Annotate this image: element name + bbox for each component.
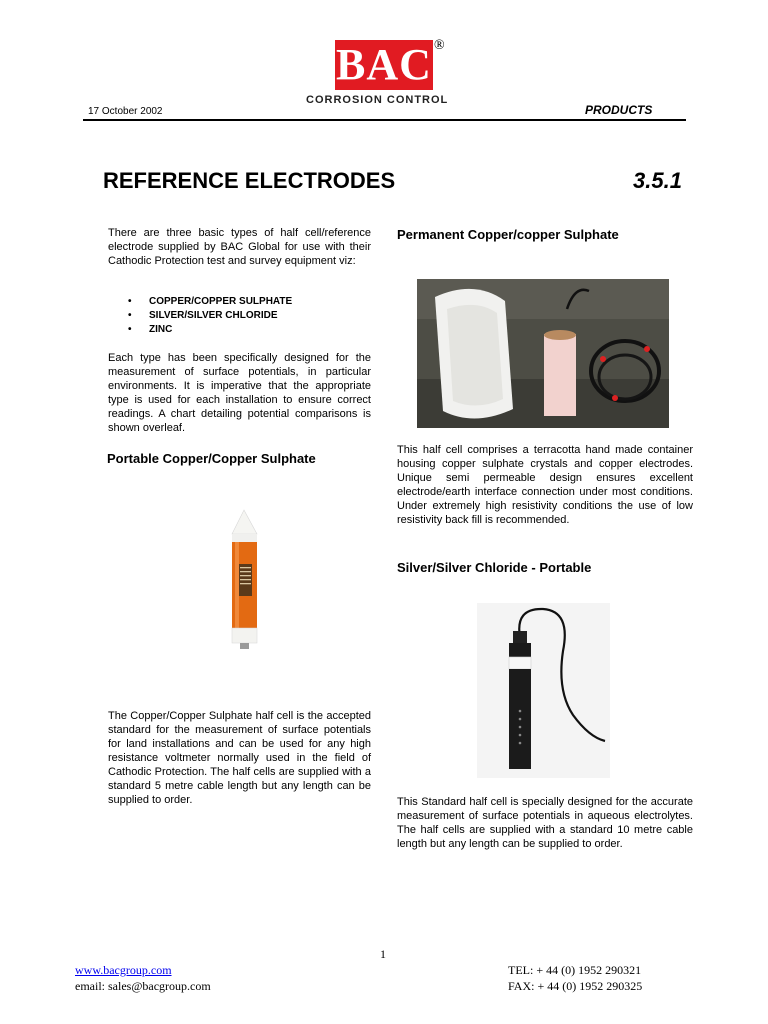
email-address: email: sales@bacgroup.com <box>75 979 211 993</box>
header-divider <box>83 119 686 121</box>
permanent-copper-heading: Permanent Copper/copper Sulphate <box>397 227 619 242</box>
portable-copper-heading: Portable Copper/Copper Sulphate <box>107 451 316 466</box>
list-item: • ZINC <box>128 323 292 337</box>
electrode-type-list <box>128 295 292 337</box>
permanent-copper-paragraph: This half cell comprises a terracotta hand made container housing copper sulphate crystals and copper electrodes. Unique semi permeable design ensures excellent electrode/earth interface connection under most conditions. Under extremely high resistivity conditions the use of low resistivity back fill is recommended. <box>397 444 693 526</box>
silver-chloride-heading: Silver/Silver Chloride - Portable <box>397 560 592 575</box>
registered-mark: ® <box>434 38 445 53</box>
silver-chloride-electrode-photo <box>477 603 610 778</box>
list-item: • SILVER/SILVER CHLORIDE <box>128 309 292 323</box>
permanent-copper-electrode-photo <box>417 279 669 428</box>
portable-copper-paragraph: The Copper/Copper Sulphate half cell is the accepted standard for the measurement of surface potentials for land installations and can be used for any high resistance voltmeter normally used in the field of Cathodic Protection. The half cells are supplied with a standard 5 metre cable length but any length can be supplied to order. <box>108 710 371 806</box>
telephone-number: TEL: + 44 (0) 1952 290321 <box>508 963 642 977</box>
bac-logo: BAC <box>336 40 432 89</box>
logo-subtitle: CORROSION CONTROL <box>306 94 449 106</box>
portable-copper-electrode-photo <box>223 506 266 652</box>
list-item: • COPPER/COPPER SULPHATE <box>128 295 292 309</box>
description-paragraph: Each type has been specifically designed for the measurement of surface potentials, in particular environments. It is imperative that the appropriate type is used for each installation to ensure correct readings. A chart detailing potential comparisons is shown overleaf. <box>108 352 371 434</box>
fax-number: FAX: + 44 (0) 1952 290325 <box>508 979 643 993</box>
silver-chloride-paragraph: This Standard half cell is specially designed for the accurate measurement of surface potentials in aqueous electrolytes. The half cells are supplied with a standard 10 metre cable length but any length can be supplied to order. <box>397 796 693 850</box>
section-label: PRODUCTS <box>585 103 653 117</box>
document-date: 17 October 2002 <box>88 106 163 117</box>
page-number: 1 <box>380 947 386 961</box>
section-number: 3.5.1 <box>633 168 682 193</box>
page-title: REFERENCE ELECTRODES <box>103 168 396 193</box>
website-link[interactable]: www.bacgroup.com <box>75 963 172 977</box>
intro-paragraph: There are three basic types of half cell/reference electrode supplied by BAC Global for use with their Cathodic Protection test and survey equipment viz: <box>108 227 371 267</box>
